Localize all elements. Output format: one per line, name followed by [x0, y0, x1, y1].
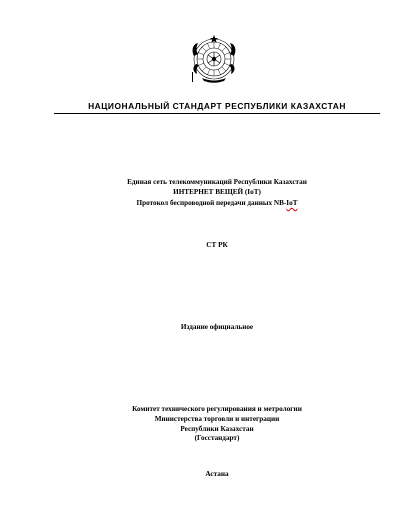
edition-note: Издание официальное	[180, 323, 254, 331]
spellcheck-flagged-word: IoT	[286, 198, 298, 207]
publication-city: Астана	[205, 470, 229, 478]
publisher-line-committee: Комитет технического регулирования и метрологии	[132, 405, 302, 413]
text-cursor	[192, 72, 193, 82]
publisher-line-republic: Республики Казахстан	[180, 424, 254, 433]
title-line-network: Единая сеть телекоммуникаций Республики Казахстан	[127, 178, 307, 186]
state-emblem-icon	[190, 34, 238, 84]
publisher-line-ministry: Министерства торговли и интеграции	[154, 414, 280, 423]
standard-designation: СТ РК	[206, 241, 228, 249]
header-divider	[54, 113, 380, 114]
publisher-line-gosstandart: (Госстандарт)	[194, 434, 240, 443]
document-title-block	[0, 177, 401, 208]
standard-header-title: НАЦИОНАЛЬНЫЙ СТАНДАРТ РЕСПУБЛИКИ КАЗАХСТАН	[88, 101, 346, 111]
protocol-text: Протокол беспроводной передачи данных NB-	[136, 198, 287, 207]
title-line-protocol	[0, 198, 401, 208]
title-line-iot: ИНТЕРНЕТ ВЕЩЕЙ (IoT)	[173, 188, 261, 197]
publisher-block	[0, 405, 401, 444]
